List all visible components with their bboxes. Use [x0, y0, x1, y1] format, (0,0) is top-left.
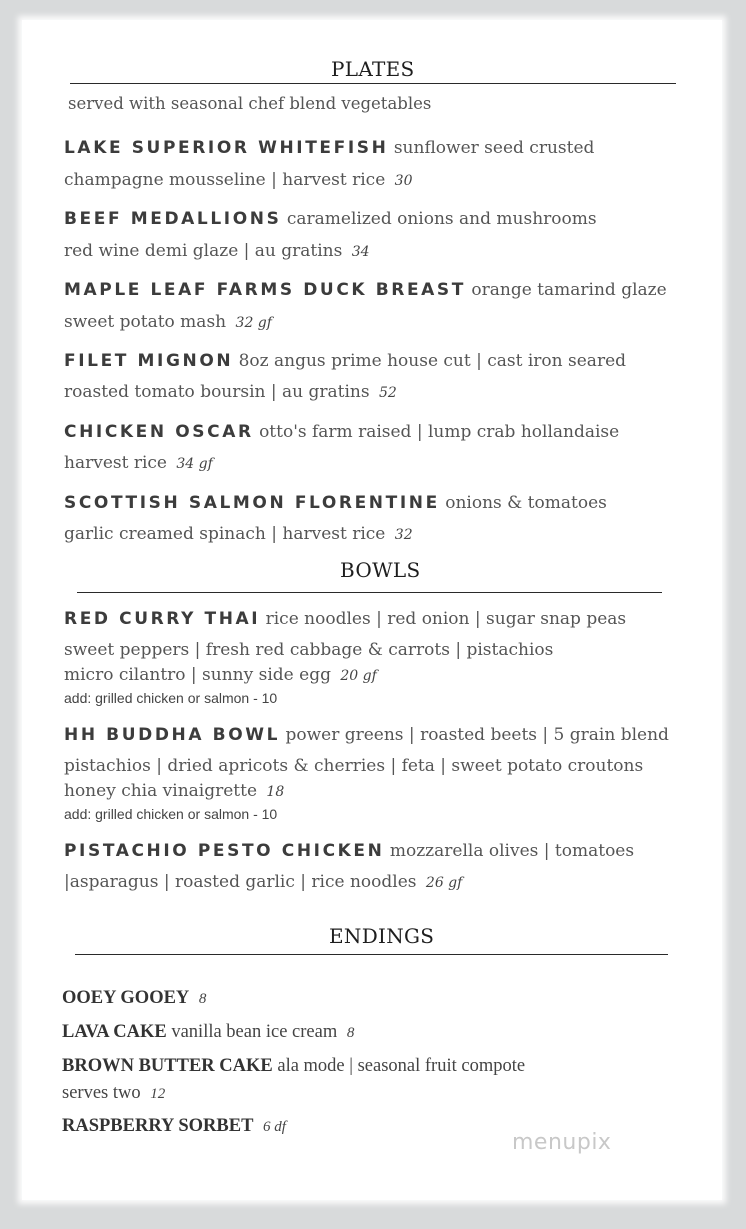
ending-item-desc: serves two: [62, 1083, 141, 1103]
plate-item-desc: garlic creamed spinach | harvest rice: [64, 524, 386, 544]
bowl-item-line1: [64, 841, 634, 861]
plates-subtitle: served with seasonal chef blend vegetables: [68, 94, 432, 113]
plate-item-name: SCOTTISH SALMON FLORENTINE: [64, 493, 440, 513]
bowl-item-line2: [64, 756, 643, 776]
bowls-rule: [77, 592, 662, 593]
plate-item-line2: [64, 170, 412, 190]
plate-item-desc: onions & tomatoes: [445, 493, 607, 513]
bowl-item-name: RED CURRY THAI: [64, 609, 261, 629]
plate-item-price: 32 gf: [235, 315, 272, 331]
bowl-item-line1: [64, 725, 669, 745]
plate-item-desc: caramelized onions and mushrooms: [286, 209, 597, 229]
bowl-item-line3: [64, 665, 377, 685]
bowl-item-desc: mozzarella olives | tomatoes: [389, 841, 635, 861]
plate-item-price: 34: [351, 244, 370, 260]
plate-item-line1: [64, 138, 594, 158]
ending-item-line1: [62, 1056, 525, 1077]
menu-page: [22, 20, 722, 1200]
ending-item-name: BROWN BUTTER CAKE: [62, 1056, 273, 1076]
plate-item-price: 52: [379, 385, 397, 401]
plate-item-desc: red wine demi glaze | au gratins: [64, 241, 343, 261]
plate-item-price: 32: [394, 527, 413, 543]
plate-item-desc: sunflower seed crusted: [393, 138, 595, 158]
plate-item-line1: [64, 280, 667, 300]
plate-item-line2: [64, 453, 213, 473]
ending-item-desc: ala mode | seasonal fruit compote: [277, 1056, 526, 1076]
ending-item-name: OOEY GOOEY: [62, 988, 190, 1008]
ending-item-desc: vanilla bean ice cream: [171, 1022, 338, 1042]
bowl-item-desc: pistachios | dried apricots & cherries | feta | sweet potato croutons: [64, 756, 644, 776]
ending-item-line1: [62, 1116, 286, 1137]
plate-item-line2: [64, 312, 272, 332]
plate-item-name: MAPLE LEAF FARMS DUCK BREAST: [64, 280, 466, 300]
plate-item-name: CHICKEN OSCAR: [64, 422, 254, 442]
plate-item-desc: otto's farm raised | lump crab hollandaise: [259, 422, 620, 442]
plate-item-price: 30: [394, 173, 413, 189]
bowl-item-line1: [64, 609, 626, 629]
endings-heading: ENDINGS: [329, 924, 435, 948]
plate-item-desc: champagne mousseline | harvest rice: [64, 170, 386, 190]
bowl-item-desc: power greens | roasted beets | 5 grain blend: [285, 725, 669, 745]
plate-item-line2: [64, 524, 413, 544]
plate-item-line1: [64, 422, 619, 442]
bowl-item-desc: |asparagus | roasted garlic | rice noodles: [64, 872, 417, 892]
ending-item-line2: [62, 1083, 165, 1104]
plate-item-desc: harvest rice: [64, 453, 167, 473]
plates-rule: [70, 83, 676, 84]
plate-item-price: 34 gf: [176, 456, 213, 472]
bowl-item-desc: micro cilantro | sunny side egg: [64, 665, 331, 685]
bowl-item-name: HH BUDDHA BOWL: [64, 725, 281, 745]
ending-item-name: RASPBERRY SORBET: [62, 1116, 254, 1136]
endings-rule: [75, 954, 668, 955]
plate-item-line1: [64, 493, 607, 513]
ending-item-price: 6 df: [263, 1119, 286, 1135]
ending-item-name: LAVA CAKE: [62, 1022, 167, 1042]
bowl-item-addon: add: grilled chicken or salmon - 10: [64, 690, 278, 706]
bowl-item-price: 26 gf: [425, 875, 463, 891]
bowl-item-addon: add: grilled chicken or salmon - 10: [64, 806, 278, 822]
plate-item-name: FILET MIGNON: [64, 351, 234, 371]
bowls-heading: BOWLS: [340, 558, 421, 582]
watermark-logo: menupix: [512, 1130, 612, 1155]
bowl-item-price: 20 gf: [340, 668, 377, 684]
plate-item-desc: sweet potato mash: [64, 312, 227, 332]
bowl-item-line2: [64, 872, 462, 892]
ending-item-price: 8: [198, 991, 207, 1007]
plate-item-line2: [64, 241, 370, 261]
plate-item-name: BEEF MEDALLIONS: [64, 209, 282, 229]
plate-item-desc: 8oz angus prime house cut | cast iron seared: [238, 351, 627, 371]
ending-item-line1: [62, 1022, 354, 1043]
plate-item-line1: [64, 351, 626, 371]
bowl-item-price: 18: [266, 784, 285, 800]
plate-item-desc: orange tamarind glaze: [471, 280, 667, 300]
ending-item-price: 8: [346, 1025, 355, 1041]
ending-item-price: 12: [150, 1086, 166, 1102]
bowl-item-desc: rice noodles | red onion | sugar snap peas: [265, 609, 627, 629]
ending-item-line1: [62, 988, 206, 1009]
bowl-item-line2: [64, 640, 553, 660]
bowl-item-desc: honey chia vinaigrette: [64, 781, 258, 801]
plate-item-line1: [64, 209, 597, 229]
plates-heading: PLATES: [331, 57, 415, 81]
plate-item-name: LAKE SUPERIOR WHITEFISH: [64, 138, 389, 158]
bowl-item-name: PISTACHIO PESTO CHICKEN: [64, 841, 385, 861]
plate-item-line2: [64, 382, 397, 402]
bowl-item-desc: sweet peppers | fresh red cabbage & carrots | pistachios: [64, 640, 554, 660]
bowl-item-line3: [64, 781, 284, 801]
plate-item-desc: roasted tomato boursin | au gratins: [64, 382, 370, 402]
